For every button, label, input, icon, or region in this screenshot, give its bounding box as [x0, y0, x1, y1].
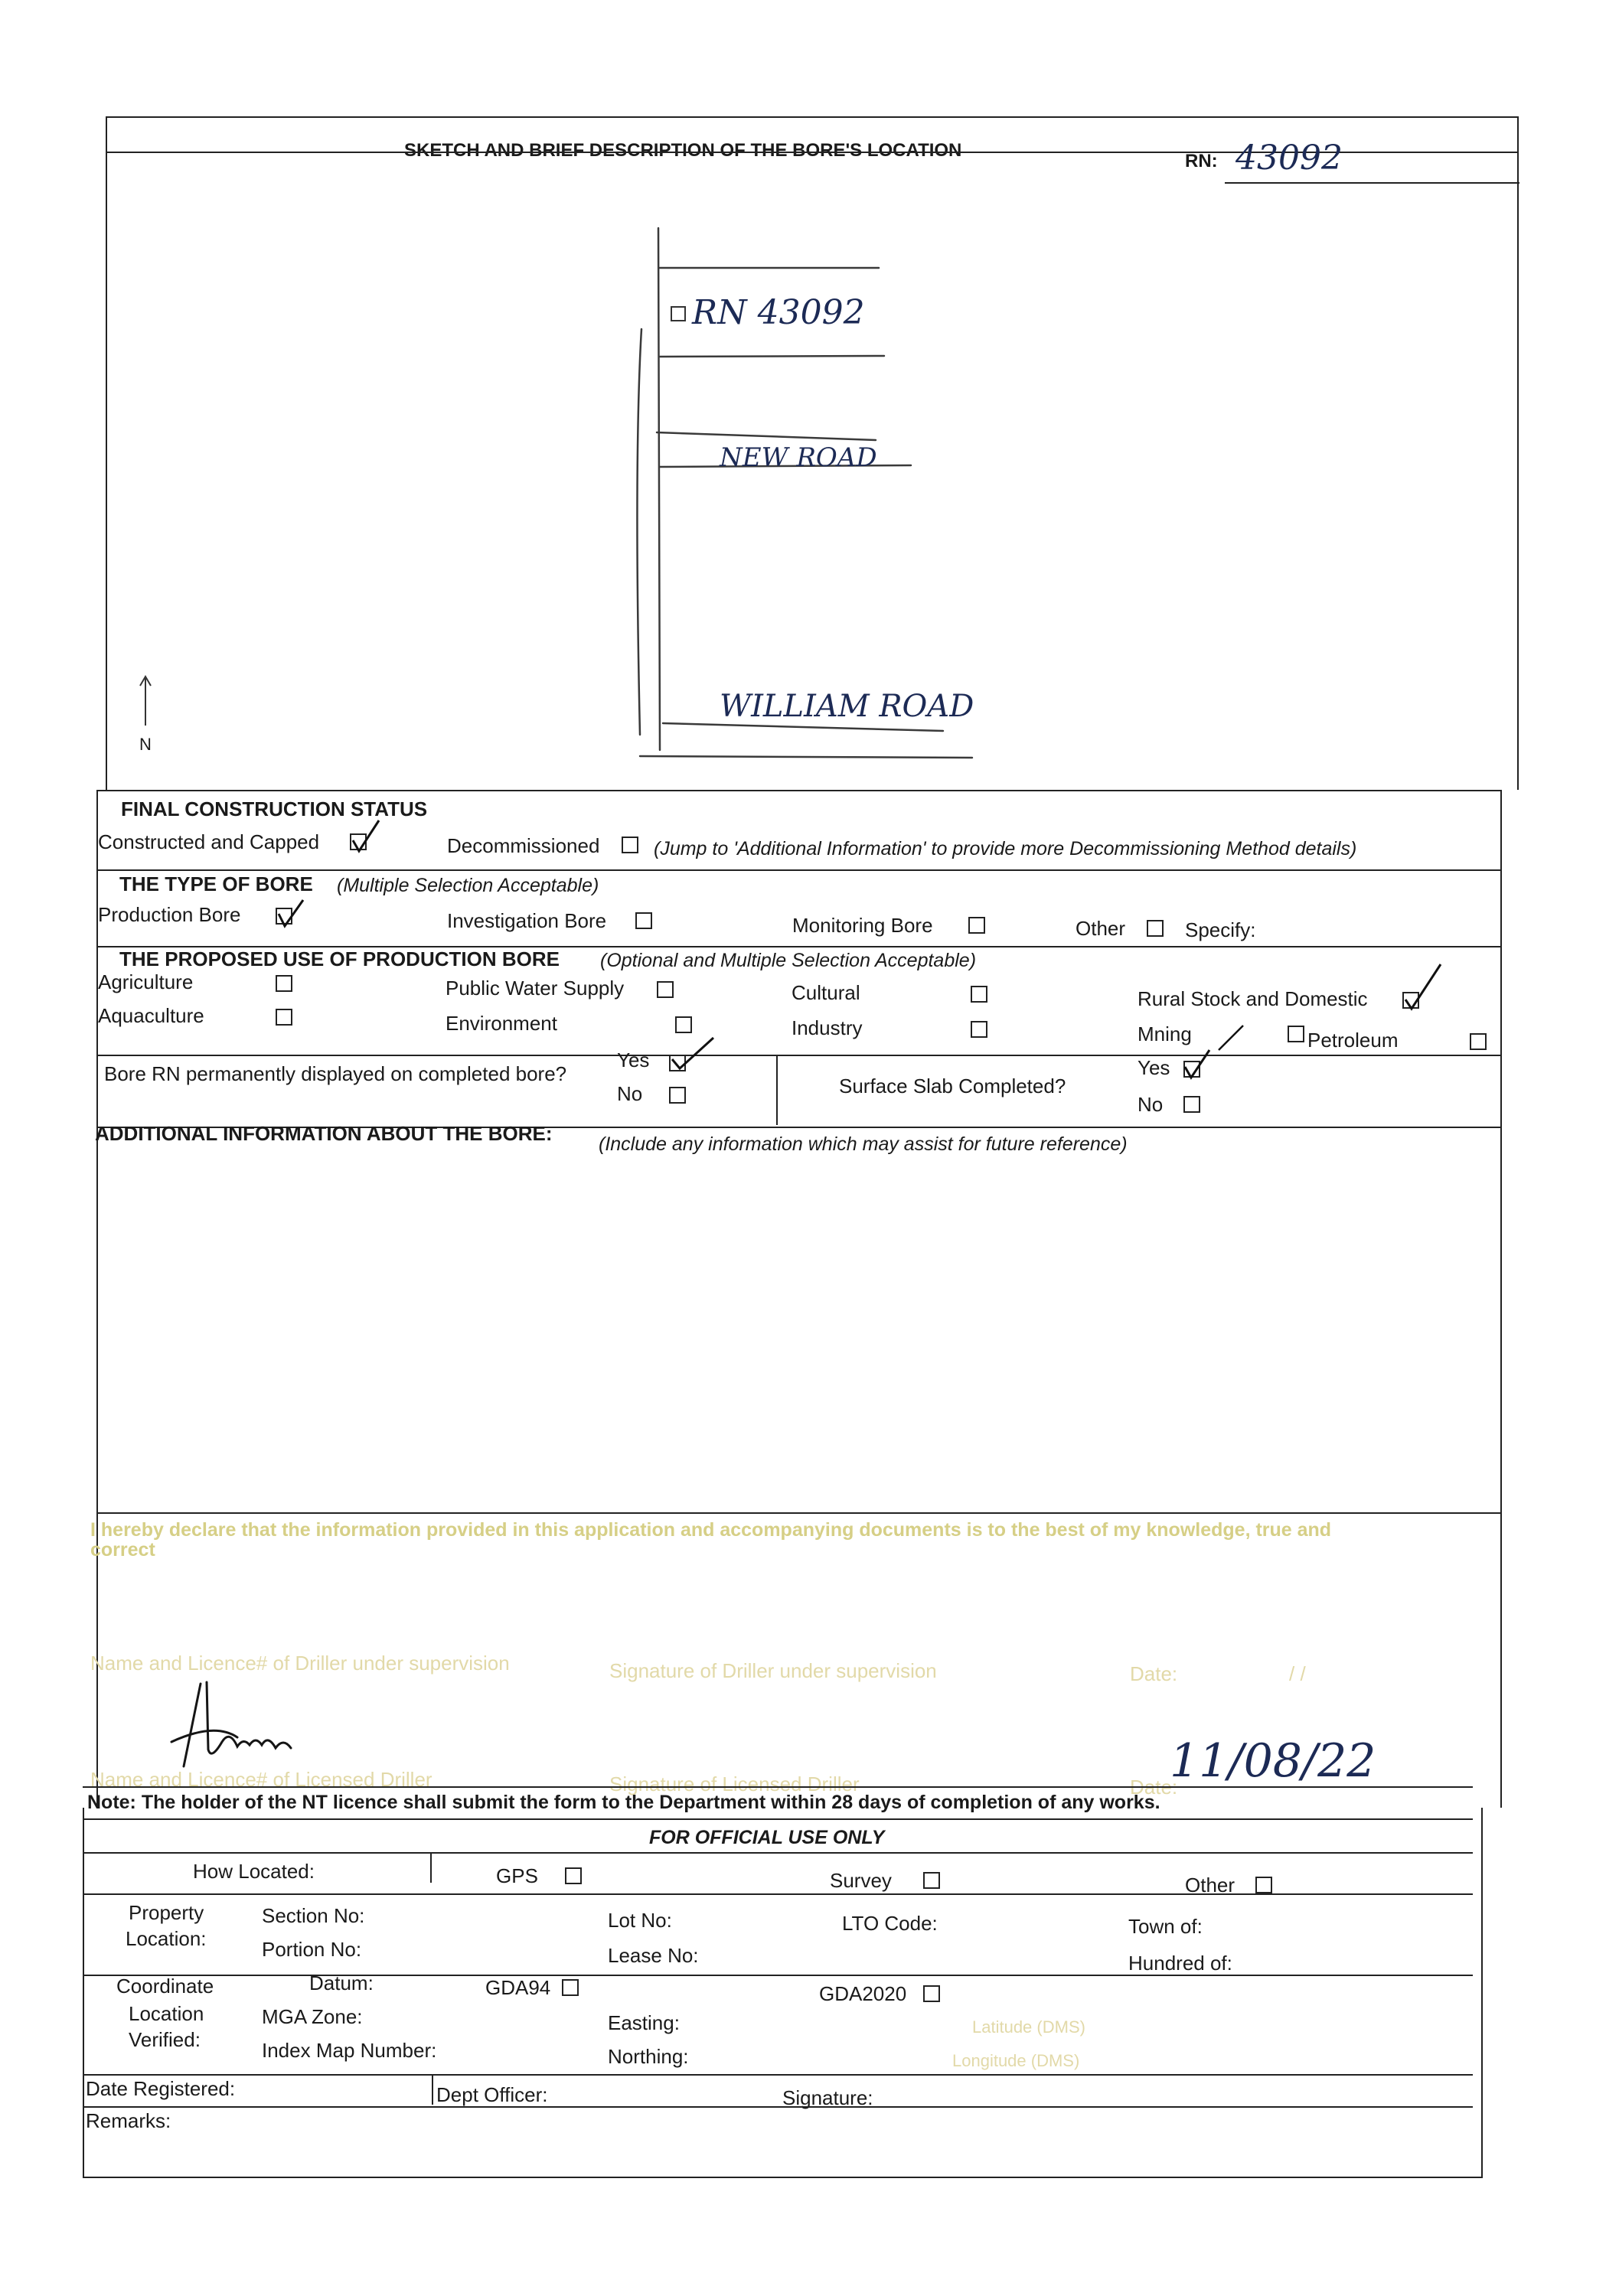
display-divider	[776, 1056, 778, 1125]
rn-displayed-checkmark-icon	[668, 1033, 721, 1071]
licensed-date-value: 11/08/22	[1170, 1734, 1376, 1788]
use-cultural-checkbox[interactable]	[971, 986, 987, 1003]
map-bore-label: RN 43092	[692, 293, 865, 332]
datum-label: Datum:	[309, 1971, 374, 1994]
lot-no-label: Lot No:	[608, 1909, 672, 1932]
date-registered-divider	[432, 2074, 433, 2105]
constructed-label: Constructed and Capped	[98, 830, 320, 853]
declaration-text-line1: I hereby declare that the information provided in this application and accompanying documents is to the best of my knowledge, true and	[90, 1519, 1332, 1541]
bore-type-title: THE TYPE OF BORE	[119, 872, 313, 895]
decommissioned-note: (Jump to 'Additional Information' to provide more Decommissioning Method details)	[654, 838, 1357, 859]
licensed-driller-name-label: Name and Licence# of Licensed Driller	[90, 1768, 432, 1791]
other-label: Other	[1076, 917, 1126, 940]
coordinate-bottom-rule	[83, 2074, 1473, 2076]
decommissioned-label: Decommissioned	[447, 834, 600, 857]
proposed-use-title: THE PROPOSED USE OF PRODUCTION BORE	[119, 947, 560, 970]
construction-bottom-rule	[96, 869, 1502, 871]
investigation-bore-label: Investigation Bore	[447, 909, 607, 932]
additional-info-field[interactable]	[98, 1157, 1496, 1509]
how-located-label: How Located:	[193, 1860, 315, 1883]
map-road-william: WILLIAM ROAD	[720, 689, 974, 724]
rn-displayed-yes-label: Yes	[617, 1049, 650, 1071]
rural-checkmark-icon	[1401, 960, 1447, 1013]
use-industry-checkbox[interactable]	[971, 1021, 987, 1038]
dept-officer-label: Dept Officer:	[436, 2083, 548, 2106]
frame-right-lower	[1481, 1808, 1483, 2177]
rn-displayed-question: Bore RN permanently displayed on completed bore?	[104, 1062, 567, 1085]
easting-label: Easting:	[608, 2011, 680, 2034]
gps-checkbox[interactable]	[565, 1867, 582, 1884]
gda94-label: GDA94	[485, 1976, 551, 1999]
use-cultural-label: Cultural	[792, 981, 860, 1004]
use-petroleum-label: Petroleum	[1307, 1029, 1399, 1052]
mining-checkmark-icon	[1217, 1022, 1248, 1053]
use-aquaculture-checkbox[interactable]	[276, 1009, 292, 1026]
specify-label: Specify:	[1185, 918, 1256, 941]
hundred-of-label: Hundred of:	[1128, 1952, 1232, 1975]
form-bottom-rule	[83, 2177, 1483, 2178]
official-signature-label: Signature:	[782, 2086, 873, 2109]
submission-note: Note: The holder of the NT licence shall submit the form to the Department within 28 days of completion of any works.	[87, 1792, 1160, 1813]
use-aquaculture-label: Aquaculture	[98, 1004, 204, 1027]
gda94-checkbox[interactable]	[562, 1979, 579, 1996]
north-arrow-icon	[138, 673, 153, 727]
latitude-label: Latitude (DMS)	[972, 2017, 1085, 2037]
supervised-date-label: Date:	[1130, 1662, 1178, 1685]
longitude-label: Longitude (DMS)	[952, 2051, 1080, 2070]
northing-label: Northing:	[608, 2045, 689, 2068]
use-public-water-label: Public Water Supply	[446, 977, 625, 1000]
monitoring-bore-label: Monitoring Bore	[792, 914, 933, 937]
town-of-label: Town of:	[1128, 1915, 1203, 1938]
property-location-label-1: Property	[129, 1901, 204, 1924]
use-rural-label: Rural Stock and Domestic	[1138, 987, 1368, 1010]
property-location-label-2: Location:	[126, 1927, 207, 1950]
how-located-divider	[430, 1852, 432, 1883]
portion-no-label: Portion No:	[262, 1938, 362, 1961]
use-mining-label: Mning	[1138, 1022, 1192, 1045]
date-registered-bottom-rule	[83, 2106, 1473, 2108]
coordinate-verified-label-2: Location	[129, 2002, 204, 2025]
declaration-bottom-rule	[83, 1786, 1473, 1788]
supervised-driller-name-label: Name and Licence# of Driller under supervision	[90, 1652, 510, 1675]
note-bottom-rule	[83, 1818, 1473, 1820]
official-title: FOR OFFICIAL USE ONLY	[649, 1827, 885, 1848]
use-environment-checkbox[interactable]	[675, 1016, 692, 1033]
survey-checkbox[interactable]	[923, 1872, 940, 1889]
section-no-label: Section No:	[262, 1904, 365, 1927]
rn-label: RN:	[1185, 151, 1218, 171]
slab-yes-label: Yes	[1138, 1056, 1170, 1079]
map-road-new: NEW ROAD	[720, 442, 877, 473]
production-bore-label: Production Bore	[98, 903, 241, 926]
use-mining-checkbox[interactable]	[1288, 1026, 1304, 1042]
official-other-label: Other	[1185, 1874, 1235, 1896]
use-environment-label: Environment	[446, 1012, 557, 1035]
north-label: N	[139, 735, 152, 754]
survey-label: Survey	[830, 1869, 892, 1892]
additional-title: ADDITIONAL INFORMATION ABOUT THE BORE:	[95, 1122, 553, 1145]
slab-checkmark-icon	[1182, 1045, 1220, 1084]
proposed-use-bottom-rule	[96, 1055, 1502, 1056]
investigation-bore-checkbox[interactable]	[635, 912, 652, 929]
licensed-driller-signature-label: Signature of Licensed Driller	[609, 1773, 860, 1795]
property-bottom-rule	[83, 1975, 1473, 1976]
slab-question: Surface Slab Completed?	[839, 1075, 1066, 1097]
coordinate-verified-label-1: Coordinate	[116, 1975, 214, 1998]
gda2020-label: GDA2020	[819, 1982, 907, 2005]
official-title-rule	[83, 1852, 1473, 1854]
use-petroleum-checkbox[interactable]	[1470, 1033, 1487, 1050]
remarks-label: Remarks:	[86, 2109, 171, 2132]
official-other-checkbox[interactable]	[1255, 1877, 1272, 1893]
sketch-bottom-rule	[96, 790, 1502, 791]
how-located-bottom-rule	[83, 1893, 1473, 1895]
slab-no-label: No	[1138, 1093, 1164, 1116]
constructed-checkmark-icon	[348, 817, 387, 856]
licensed-date-label: Date:	[1130, 1776, 1178, 1799]
use-agriculture-label: Agriculture	[98, 970, 194, 993]
use-public-water-checkbox[interactable]	[657, 981, 674, 998]
lto-code-label: LTO Code:	[842, 1912, 938, 1935]
gda2020-checkbox[interactable]	[923, 1985, 940, 2002]
supervised-date-blank: / /	[1289, 1662, 1306, 1685]
proposed-use-note: (Optional and Multiple Selection Acceptable)	[600, 950, 977, 971]
supervised-driller-signature-label: Signature of Driller under supervision	[609, 1659, 937, 1682]
lease-no-label: Lease No:	[608, 1944, 699, 1967]
mga-zone-label: MGA Zone:	[262, 2005, 363, 2028]
rn-displayed-no-checkbox[interactable]	[669, 1087, 686, 1104]
index-map-label: Index Map Number:	[262, 2039, 437, 2062]
frame-left-lower	[83, 1808, 84, 2177]
additional-bottom-rule	[96, 1512, 1502, 1514]
licensed-driller-signature	[161, 1668, 314, 1776]
rn-value: 43092	[1235, 139, 1343, 178]
production-checkmark-icon	[274, 895, 312, 934]
slab-no-checkbox[interactable]	[1183, 1096, 1200, 1113]
gps-label: GPS	[496, 1864, 538, 1887]
construction-title: FINAL CONSTRUCTION STATUS	[121, 797, 428, 820]
frame-right-mid	[1500, 790, 1502, 1808]
sketch-header: SKETCH AND BRIEF DESCRIPTION OF THE BORE'S LOCATION	[404, 140, 962, 161]
coordinate-verified-label-3: Verified:	[129, 2028, 201, 2051]
decommissioned-checkbox[interactable]	[622, 837, 638, 853]
monitoring-bore-checkbox[interactable]	[968, 917, 985, 934]
declaration-text-line2: correct	[90, 1539, 155, 1561]
other-checkbox[interactable]	[1147, 920, 1164, 937]
additional-note: (Include any information which may assist for future reference)	[599, 1133, 1128, 1155]
use-agriculture-checkbox[interactable]	[276, 975, 292, 992]
bore-type-note: (Multiple Selection Acceptable)	[337, 875, 599, 896]
date-registered-label: Date Registered:	[86, 2077, 236, 2100]
rn-displayed-no-label: No	[617, 1082, 643, 1105]
bore-marker-icon	[671, 306, 686, 321]
use-industry-label: Industry	[792, 1016, 863, 1039]
